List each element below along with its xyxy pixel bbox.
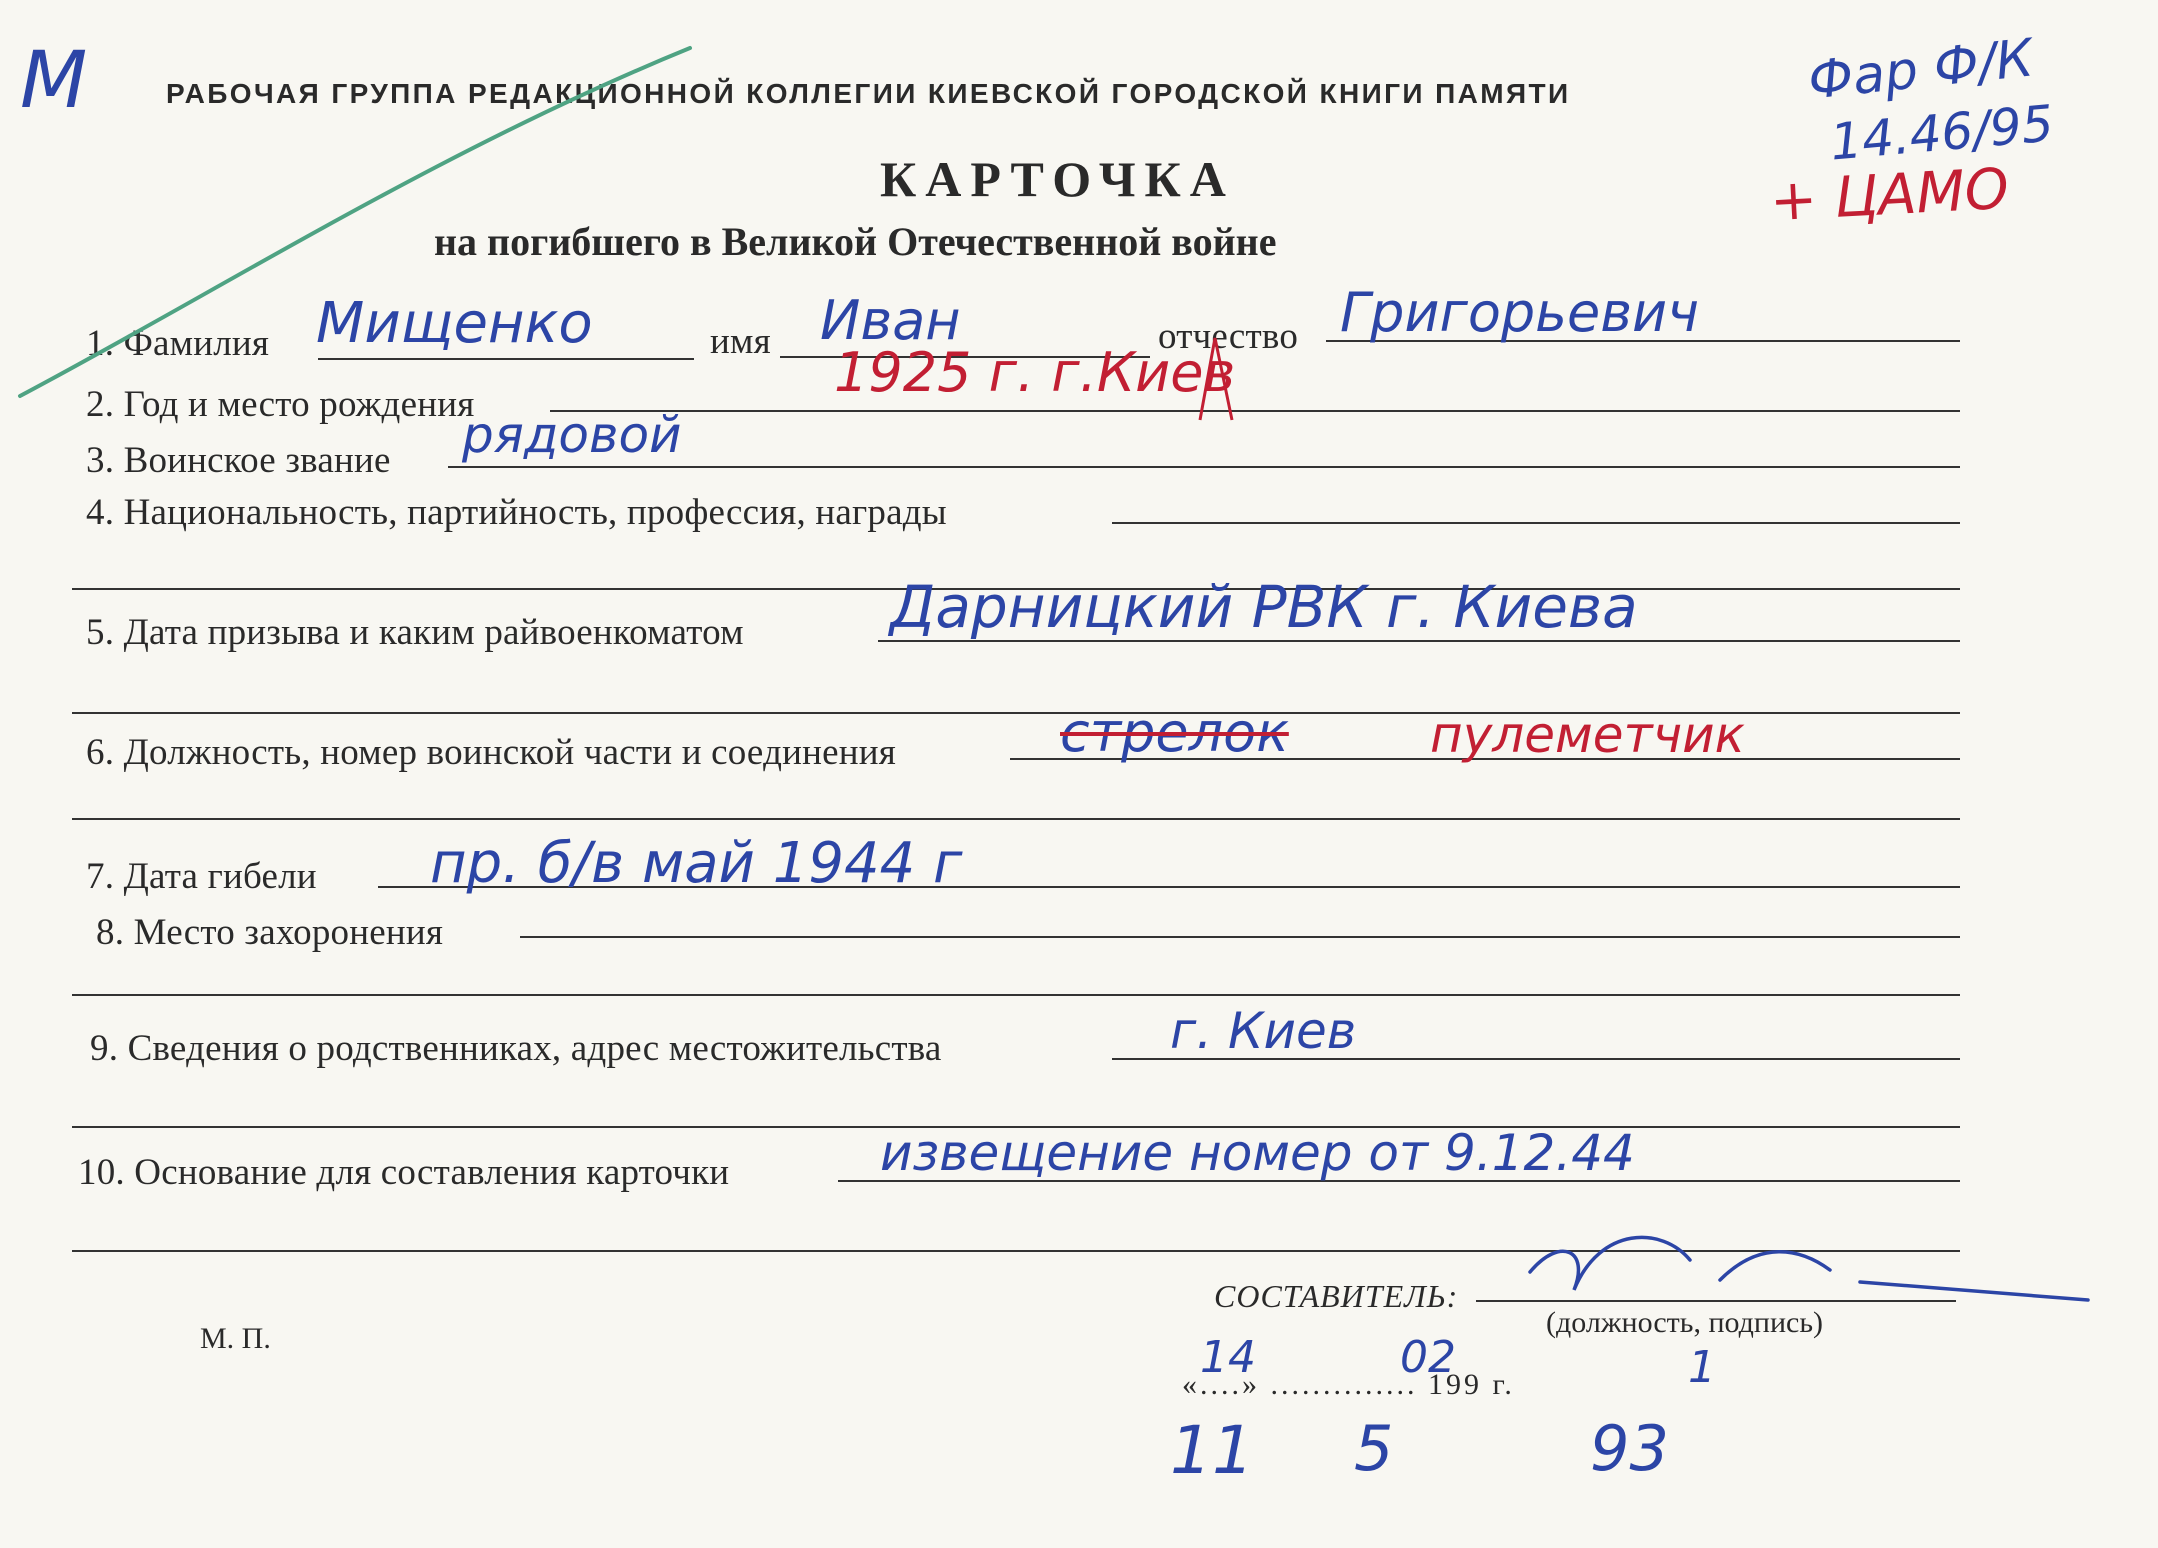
field-1-patronymic-value: Григорьевич: [1340, 281, 1700, 344]
archive-note-line1: Фар Ф/К: [1805, 28, 2036, 112]
date-line: «....» .............. 199 г.: [1182, 1368, 1515, 1401]
second-date-month: 5: [1354, 1412, 1394, 1485]
field-4-label: 4. Национальность, партийность, профессия, награды: [86, 492, 947, 533]
card-subtitle: на погибшего в Великой Отечественной войне: [434, 219, 1277, 264]
field-3-line: [448, 466, 1960, 468]
card-title: КАРТОЧКА: [880, 151, 1235, 207]
field-3-label: 3. Воинское звание: [86, 440, 391, 481]
field-6-line-2: [72, 818, 1960, 820]
field-9-value: г. Киев: [1170, 1002, 1357, 1060]
field-10-value: извещение номер от 9.12.44: [880, 1124, 1635, 1182]
compiler-line: [1476, 1300, 1956, 1302]
field-8-line-2: [72, 994, 1960, 996]
date-month: 02: [1400, 1332, 1456, 1383]
field-7-label: 7. Дата гибели: [86, 856, 317, 897]
second-date-year: 93: [1590, 1412, 1669, 1485]
field-4-line: [1112, 522, 1960, 524]
signature-scribble: [1530, 1237, 2088, 1300]
field-5-value: Дарницкий РВК г. Киева: [890, 573, 1638, 641]
compiler-label: СОСТАВИТЕЛЬ:: [1214, 1278, 1459, 1314]
corner-mark: М: [20, 36, 88, 126]
field-3-value: рядовой: [462, 406, 682, 464]
field-6-label: 6. Должность, номер воинской части и соединения: [86, 732, 896, 773]
field-10-line-2: [72, 1250, 1960, 1252]
signature-caption: (должность, подпись): [1546, 1306, 1824, 1339]
field-2-value: 1925 г. г.Киев: [834, 341, 1236, 404]
seal-place-label: М. П.: [200, 1322, 271, 1355]
field-2-line: [550, 410, 1960, 412]
field-1-label: 1. Фамилия: [86, 323, 270, 364]
date-day: 14: [1200, 1332, 1256, 1383]
field-7-value: пр. б/в май 1944 г: [430, 831, 963, 896]
archive-note-red: + ЦАМО: [1768, 156, 2011, 235]
field-6-value-struck: стрелок: [1060, 701, 1289, 764]
second-date-day: 11: [1170, 1412, 1254, 1489]
field-1-name-label: имя: [710, 321, 771, 362]
field-1-value: Мищенко: [316, 291, 593, 356]
field-9-label: 9. Сведения о родственниках, адрес местожительства: [90, 1028, 942, 1069]
field-5-label: 5. Дата призыва и каким райвоенкоматом: [86, 612, 744, 653]
archive-note-line2: 14.46/95: [1827, 94, 2056, 172]
field-8-line: [520, 936, 1960, 938]
field-2-label: 2. Год и место рождения: [86, 384, 475, 425]
field-1-line: [318, 358, 694, 360]
field-1-name-value: Иван: [820, 289, 961, 352]
field-1-patronymic-label: отчество: [1158, 316, 1299, 357]
organization-header: РАБОЧАЯ ГРУППА РЕДАКЦИОННОЙ КОЛЛЕГИИ КИЕВСКОЙ ГОРОДСКОЙ КНИГИ ПАМЯТИ: [166, 78, 1571, 109]
field-6-value: пулеметчик: [1430, 706, 1745, 764]
date-year-suffix: 1: [1688, 1342, 1716, 1393]
field-10-label: 10. Основание для составления карточки: [78, 1152, 730, 1193]
field-8-label: 8. Место захоронения: [96, 912, 444, 953]
